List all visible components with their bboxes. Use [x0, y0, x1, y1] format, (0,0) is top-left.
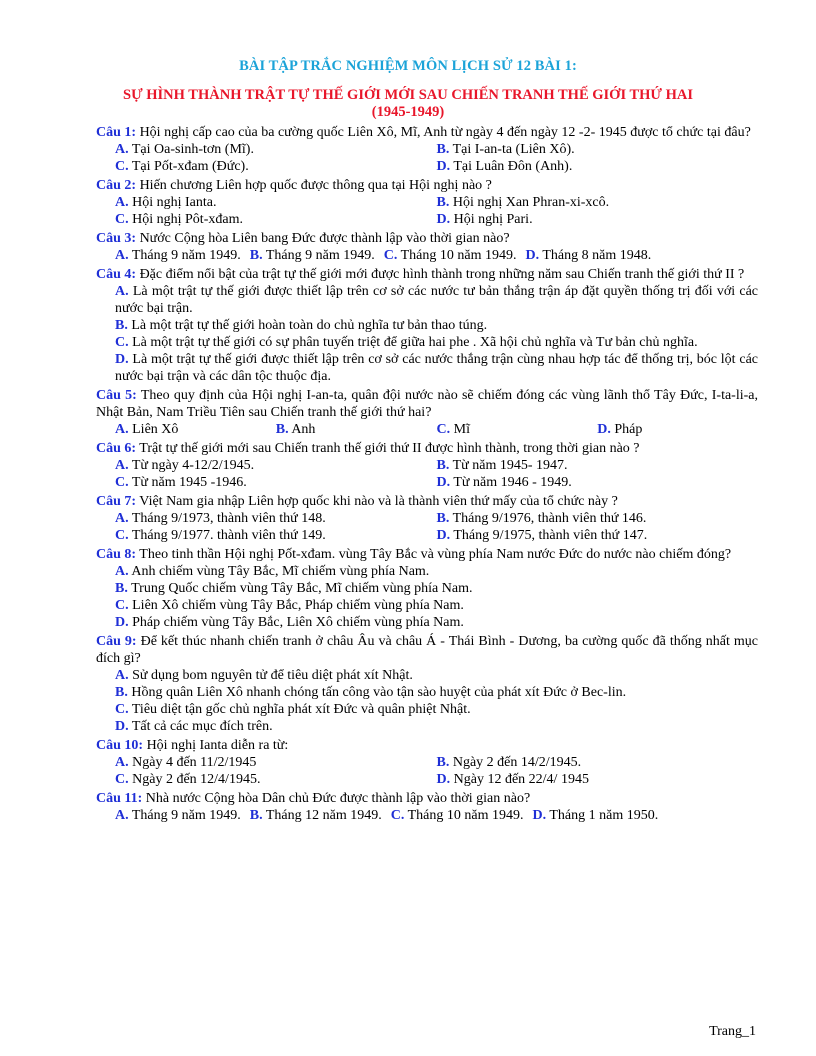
- answer-option: [437, 211, 759, 228]
- answer-option: [115, 510, 437, 527]
- option-letter: A.: [115, 248, 129, 263]
- option-letter: A.: [115, 195, 129, 210]
- option-letter: C.: [115, 702, 129, 717]
- answer-option: [115, 194, 437, 211]
- option-letter: B.: [115, 318, 128, 333]
- option-text: Liên Xô: [128, 422, 179, 437]
- answer-option: [115, 684, 758, 701]
- option-text: Tháng 9/1973, thành viên thứ 148.: [128, 511, 326, 526]
- question-text: Hội nghị Ianta diễn ra từ:: [143, 738, 289, 753]
- option-letter: D.: [436, 212, 451, 227]
- answer-option: [115, 754, 437, 771]
- question-text-line: [96, 230, 758, 247]
- option-text: Trung Quốc chiếm vùng Tây Bắc, Mĩ chiếm vùng phía Nam.: [127, 581, 473, 596]
- option-text: Là một trật tự thế giới được thiết lập trên cơ sở các nước tư bản thắng trận áp đặt quyền thống trị đối với các nước bại trận.: [115, 284, 758, 316]
- question-7: [96, 493, 758, 544]
- option-letter: A.: [115, 564, 129, 579]
- option-letter: D.: [436, 159, 451, 174]
- answer-option: [115, 141, 437, 158]
- option-text: Anh: [288, 422, 316, 437]
- subtitle-text: SỰ HÌNH THÀNH TRẬT TỰ THẾ GIỚI MỚI SAU CHIẾN TRANH THẾ GIỚI THỨ HAI: [123, 87, 693, 103]
- question-text-line: [96, 790, 758, 807]
- question-text-line: [96, 546, 758, 563]
- question-number: Câu 5:: [96, 388, 137, 403]
- question-number: Câu 8:: [96, 547, 137, 562]
- question-text: Trật tự thế giới mới sau Chiến tranh thế giới thứ II được hình thành, trong thời gian nào ?: [136, 441, 640, 456]
- page-number: Trang_1: [709, 1024, 756, 1039]
- answer-option: [115, 457, 437, 474]
- option-text: Hội nghị Pôt-xđam.: [128, 212, 243, 227]
- option-letter: B.: [436, 511, 450, 526]
- answer-option: [115, 527, 437, 544]
- option-text: Tháng 9 năm 1949.: [262, 248, 375, 263]
- answer-option: [276, 421, 437, 438]
- option-letter: B.: [436, 142, 450, 157]
- option-text: Tháng 8 năm 1948.: [539, 248, 652, 263]
- answer-option: [391, 807, 524, 824]
- option-letter: C.: [115, 212, 129, 227]
- option-text: Tại Luân Đôn (Anh).: [450, 159, 573, 174]
- answer-option: [250, 807, 382, 824]
- question-5: [96, 387, 758, 438]
- option-letter: D.: [115, 615, 129, 630]
- question-text-line: [96, 633, 758, 667]
- question-number: Câu 6:: [96, 441, 137, 456]
- option-letter: D.: [597, 422, 611, 437]
- option-letter: B.: [115, 685, 128, 700]
- option-letter: A.: [115, 458, 129, 473]
- question-11: [96, 790, 758, 824]
- answer-option: [250, 247, 375, 264]
- option-text: Hồng quân Liên Xô nhanh chóng tấn công vào tận sào huyệt của phát xít Đức ở Bec-lin.: [127, 685, 627, 700]
- option-letter: C.: [436, 422, 451, 437]
- option-text: Tháng 10 năm 1949.: [404, 808, 524, 823]
- option-letter: A.: [115, 511, 129, 526]
- answer-option: [437, 141, 759, 158]
- option-letter: B.: [249, 808, 263, 823]
- question-number: Câu 2:: [96, 178, 137, 193]
- answer-option: [115, 771, 437, 788]
- question-6: [96, 440, 758, 491]
- question-number: Câu 10:: [96, 738, 144, 753]
- option-text: Sử dụng bom nguyên tử để tiêu diệt phát xít Nhật.: [128, 668, 413, 683]
- option-text: Mĩ: [450, 422, 470, 437]
- answer-option: [384, 247, 517, 264]
- option-text: Hội nghị Xan Phran-xi-xcô.: [449, 195, 610, 210]
- answer-option: [115, 158, 437, 175]
- document-title: BÀI TẬP TRẮC NGHIỆM MÔN LỊCH SỬ 12 BÀI 1:: [239, 58, 577, 74]
- answer-option: [115, 317, 758, 334]
- option-letter: D.: [436, 475, 451, 490]
- option-text: Là một trật tự thế giới được thiết lập trên cơ sở các nước thắng trận cùng nhau hợp tác để thống trị, bóc lột các nước bại trận và các dân tộc thuộc địa.: [115, 352, 758, 384]
- option-text: Tại Pốt-xđam (Đức).: [128, 159, 249, 174]
- answer-options: [96, 194, 758, 228]
- option-letter: A.: [115, 142, 129, 157]
- option-text: Tháng 9/1977. thành viên thứ 149.: [128, 528, 326, 543]
- answer-options: [96, 807, 758, 824]
- option-text: Tất cả các mục đích trên.: [128, 719, 273, 734]
- question-list: [96, 124, 758, 826]
- option-text: Ngày 12 đến 22/4/ 1945: [450, 772, 589, 787]
- answer-option: [437, 457, 759, 474]
- question-number: Câu 9:: [96, 634, 137, 649]
- option-letter: A.: [115, 422, 129, 437]
- answer-options: [96, 563, 758, 631]
- option-letter: B.: [436, 195, 450, 210]
- option-letter: B.: [115, 581, 128, 596]
- answer-option: [525, 247, 651, 264]
- answer-option: [437, 158, 759, 175]
- option-letter: C.: [115, 335, 129, 350]
- question-text: Theo tinh thần Hội nghị Pốt-xđam. vùng Tây Bắc và vùng phía Nam nước Đức do nước nào chiếm đóng?: [136, 547, 732, 562]
- option-letter: B.: [436, 755, 450, 770]
- answer-options: [96, 667, 758, 735]
- option-letter: A.: [115, 808, 129, 823]
- question-number: Câu 4:: [96, 267, 137, 282]
- document-subtitle: [60, 87, 756, 121]
- question-text-line: [96, 440, 758, 457]
- answer-option: [115, 701, 758, 718]
- answer-option: [115, 563, 758, 580]
- option-letter: D.: [436, 772, 451, 787]
- option-text: Pháp: [610, 422, 643, 437]
- question-text-line: [96, 266, 758, 283]
- question-text: Hiến chương Liên hợp quốc được thông qua tại Hội nghị nào ?: [136, 178, 492, 193]
- option-text: Tại I-an-ta (Liên Xô).: [449, 142, 575, 157]
- question-3: [96, 230, 758, 264]
- option-text: Hội nghị Ianta.: [128, 195, 217, 210]
- option-text: Từ năm 1946 - 1949.: [450, 475, 572, 490]
- option-letter: D.: [532, 808, 547, 823]
- option-letter: A.: [115, 668, 129, 683]
- question-text-line: [96, 493, 758, 510]
- answer-option: [115, 807, 241, 824]
- question-text-line: [96, 124, 758, 141]
- option-text: Tháng 10 năm 1949.: [397, 248, 517, 263]
- question-text: Hội nghị cấp cao của ba cường quốc Liên Xô, Mĩ, Anh từ ngày 4 đến ngày 12 -2- 1945 được tổ chức tại đâu?: [136, 125, 751, 140]
- answer-option: [115, 580, 758, 597]
- option-text: Tháng 9/1976, thành viên thứ 146.: [449, 511, 647, 526]
- answer-option: [115, 667, 758, 684]
- option-letter: A.: [115, 284, 129, 299]
- answer-option: [115, 247, 241, 264]
- option-letter: C.: [115, 475, 129, 490]
- option-text: Tháng 9/1975, thành viên thứ 147.: [450, 528, 648, 543]
- question-number: Câu 7:: [96, 494, 137, 509]
- answer-option: [437, 527, 759, 544]
- question-text: Nước Cộng hòa Liên bang Đức được thành lập vào thời gian nào?: [136, 231, 510, 246]
- option-text: Tháng 9 năm 1949.: [128, 808, 241, 823]
- option-letter: B.: [436, 458, 450, 473]
- question-number: Câu 1:: [96, 125, 137, 140]
- option-text: Liên Xô chiếm vùng Tây Bắc, Pháp chiếm vùng phía Nam.: [128, 598, 464, 613]
- option-text: Anh chiếm vùng Tây Bắc, Mĩ chiếm vùng phía Nam.: [128, 564, 430, 579]
- answer-option: [597, 421, 758, 438]
- option-letter: C.: [390, 808, 405, 823]
- question-8: [96, 546, 758, 631]
- option-letter: C.: [115, 772, 129, 787]
- option-text: Pháp chiếm vùng Tây Bắc, Liên Xô chiếm vùng phía Nam.: [128, 615, 464, 630]
- answer-options: [96, 141, 758, 175]
- question-4: [96, 266, 758, 385]
- option-letter: D.: [115, 352, 129, 367]
- answer-option: [115, 283, 758, 317]
- option-letter: D.: [115, 719, 129, 734]
- question-text-line: [96, 177, 758, 194]
- answer-option: [437, 754, 759, 771]
- option-letter: B.: [249, 248, 263, 263]
- option-letter: C.: [115, 528, 129, 543]
- answer-options: [96, 247, 758, 264]
- answer-option: [437, 194, 759, 211]
- answer-option: [115, 614, 758, 631]
- option-text: Ngày 2 đến 12/4/1945.: [128, 772, 261, 787]
- answer-options: [96, 457, 758, 491]
- option-text: Ngày 4 đến 11/2/1945: [128, 755, 257, 770]
- answer-option: [115, 597, 758, 614]
- question-10: [96, 737, 758, 788]
- answer-option: [437, 421, 598, 438]
- option-letter: D.: [525, 248, 540, 263]
- answer-option: [437, 474, 759, 491]
- question-number: Câu 3:: [96, 231, 137, 246]
- question-text-line: [96, 737, 758, 754]
- question-text-line: [96, 387, 758, 421]
- question-number: Câu 11:: [96, 791, 143, 806]
- option-text: Hội nghị Pari.: [450, 212, 533, 227]
- option-letter: B.: [275, 422, 289, 437]
- option-letter: C.: [115, 159, 129, 174]
- question-text: Việt Nam gia nhập Liên hợp quốc khi nào và là thành viên thứ mấy của tổ chức này ?: [136, 494, 618, 509]
- option-text: Ngày 2 đến 14/2/1945.: [449, 755, 582, 770]
- subtitle-years: (1945-1949): [371, 104, 445, 120]
- answer-options: [96, 421, 758, 438]
- answer-option: [437, 771, 759, 788]
- answer-option: [437, 510, 759, 527]
- option-letter: A.: [115, 755, 129, 770]
- option-text: Tháng 9 năm 1949.: [128, 248, 241, 263]
- option-text: Từ ngày 4-12/2/1945.: [128, 458, 255, 473]
- question-9: [96, 633, 758, 735]
- option-text: Tiêu diệt tận gốc chủ nghĩa phát xít Đức và quân phiệt Nhật.: [128, 702, 471, 717]
- option-letter: D.: [436, 528, 451, 543]
- option-letter: C.: [383, 248, 398, 263]
- answer-option: [532, 807, 658, 824]
- option-text: Từ năm 1945- 1947.: [449, 458, 568, 473]
- option-text: Tại Oa-sinh-tơn (Mĩ).: [128, 142, 254, 157]
- answer-option: [115, 211, 437, 228]
- option-text: Tháng 1 năm 1950.: [546, 808, 659, 823]
- answer-option: [115, 421, 276, 438]
- answer-option: [115, 334, 758, 351]
- answer-option: [115, 351, 758, 385]
- option-text: Tháng 12 năm 1949.: [262, 808, 382, 823]
- answer-option: [115, 718, 758, 735]
- question-text: Nhà nước Cộng hòa Dân chủ Đức được thành lập vào thời gian nào?: [142, 791, 531, 806]
- question-1: [96, 124, 758, 175]
- option-text: Là một trật tự thế giới có sự phân tuyến triệt để giữa hai phe . Xã hội chủ nghĩa và Tư bản chủ nghĩa.: [128, 335, 698, 350]
- answer-options: [96, 754, 758, 788]
- question-2: [96, 177, 758, 228]
- option-text: Từ năm 1945 -1946.: [128, 475, 247, 490]
- option-text: Là một trật tự thế giới hoàn toàn do chủ nghĩa tư bản thao túng.: [127, 318, 488, 333]
- answer-options: [96, 283, 758, 385]
- question-text: Đặc điểm nổi bật của trật tự thế giới mới được hình thành trong những năm sau Chiến tranh thế giới thứ II ?: [136, 267, 745, 282]
- question-text: Theo quy định của Hội nghị I-an-ta, quân đội nước nào sẽ chiếm đóng các vùng lãnh thổ Tây Đức, I-ta-li-a, Nhật Bản, Nam Triều Tiên sau Chiến tranh thế giới thứ hai?: [96, 388, 758, 420]
- option-letter: C.: [115, 598, 129, 613]
- answer-options: [96, 510, 758, 544]
- answer-option: [115, 474, 437, 491]
- question-text: Để kết thúc nhanh chiến tranh ở châu Âu và châu Á - Thái Bình - Dương, ba cường quốc đã thống nhất mục đích gì?: [96, 634, 758, 666]
